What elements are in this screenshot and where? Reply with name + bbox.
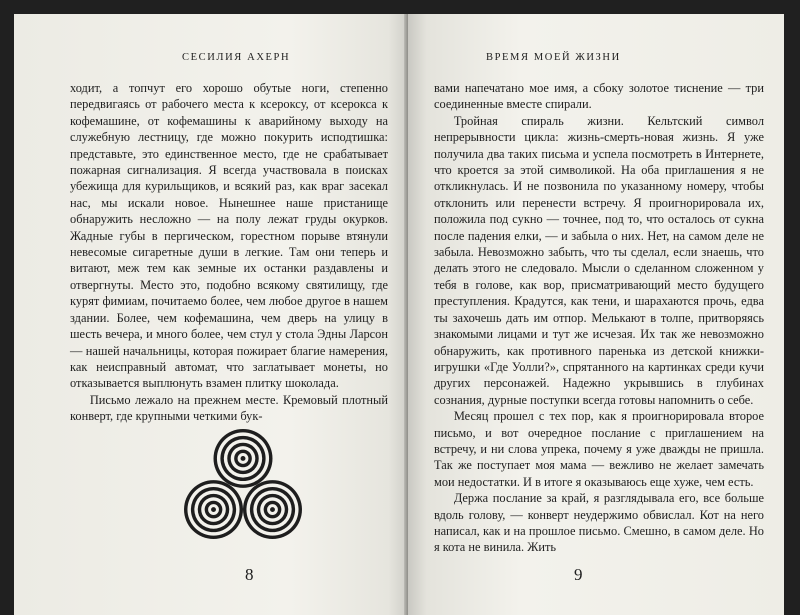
running-head-author: СЕСИЛИЯ АХЕРН [182,52,291,63]
page-number-right: 9 [574,565,583,584]
spiral-left [184,480,243,539]
paragraph: Тройная спираль жизни. Кельтский символ непрерывности цикла: жизнь-смерть-новая жизнь. Я уже получила два таких письма и успела посмотреть в Интернете, что кроется за этой символикой. На оба приглашения я не откликнулась. И не позвонила по указанному номеру, чтобы отклонить или перенести встречу. Я проигнорировала их, положила под сукно — точнее, под то, что осталось от сукна после падения елки, — и забыла о них. Нет, на самом деле не забыла. Невозможно забыть, что ты сделал, если знаешь, что делать этого не следовало. Мысли о сделанном сложенном у тебя в голове, как вор, присматривающий место будущего преступления. Крадутся, как тени, и шарахаются прочь, едва ты захочешь дать им отпор. Мелькают в толпе, притворяясь знакомыми лицами и тут же исчезая. Их так же невозможно обнаружить, как противного паренька из детской книжки-игрушки «Где Уолли?», спрятанного на картинках среди кучи других персонажей. Надежно укрывшись в глубинах сознания, дурные поступки всегда готовы напомнить о себе. [434,113,764,407]
paragraph: Письмо лежало на прежнем месте. Кремовый плотный конверт, где крупными четкими бук- [70,392,388,424]
left-page-text [70,80,388,425]
right-page [408,14,784,615]
paragraph: Держа послание за край, я разглядывала его, все больше вдоль голову, — конверт неудержимо обвислал. Кот на него написал, как и на прошлое письмо. Смешно, в самом деле. Но я кота не винила. Жить [434,491,764,555]
triskele-spiral-icon [184,426,302,542]
paragraph: вами напечатано мое имя, а сбоку золотое тиснение — три соединенные вместе спирали. [434,81,764,112]
paragraph: ходит, а топчут его хорошо обутые ноги, степенно передвигаясь от рабочего места к ксероксу, от ксерокса к кофемашине, от кофемашины к аварийному выходу на служебную лестницу, где можно покурить исподтишка: представьте, это единственное место, где не срабатывает пожарная сигнализация. Я всегда участвовала в поисках убежища для курильщиков, и всякий раз, как враг засекал нас, мы искали новое. Нынешнее наше пристанище обнаружить несложно — на полу лежат груды окурков. Жадные губы в пергическом, горестном порыве втянули невесомые сигаретные души в легкие. Там они теперь и витают, меж тем как земные их останки раздавлены и отвергнуты. Место это, подобно всякому святилищу, где курят фимиам, почитаемо более, чем любое другое в нашем здании. Более, чем кофемашина, чем дверь на улицу в шесть вечера, и много более, чем стул у стола Эдны Ларсон — нашей начальницы, которая пожирает благие намерения, как неисправный автомат, что заглатывает монеты, но отказывается выплюнуть взамен плитку шоколада. [70,81,388,391]
paragraph: Месяц прошел с тех пор, как я проигнорировала второе письмо, и вот очередное послание с приглашением на встречу, и ни слова упрека, почему я уже дважды не пришла. Так же поступает моя мама — вежливо не желает замечать мои недостатки. И в итоге я оказываюсь еще хуже, чем есть. [434,409,764,489]
spiral-right [243,480,302,539]
right-page-text [434,80,764,556]
left-page [14,14,408,615]
running-head-title: ВРЕМЯ МОЕЙ ЖИЗНИ [486,52,621,63]
spiral-top [214,429,273,488]
page-number-left: 8 [245,565,254,584]
